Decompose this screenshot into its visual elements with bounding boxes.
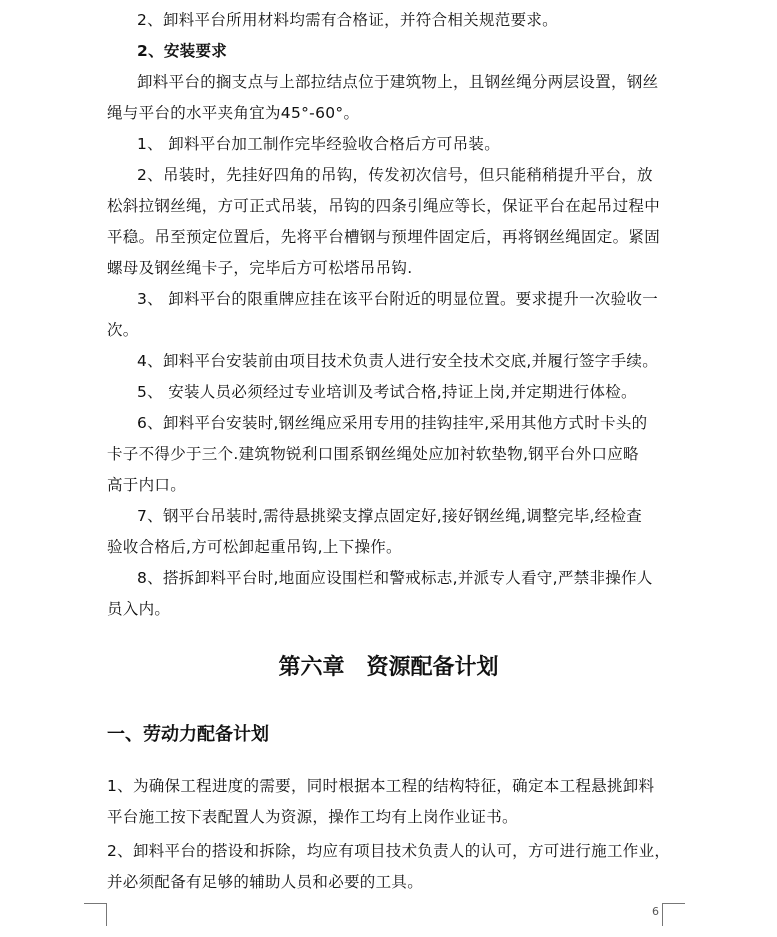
list-item: 2、卸料平台的搭设和拆除，均应有项目技术负责人的认可，方可进行施工作业， [107,842,671,860]
page-corner-mark-right [662,903,685,926]
list-item: 3、 卸料平台的限重牌应挂在该平台附近的明显位置。要求提升一次验收一 [137,290,658,308]
chapter-title: 第六章 资源配备计划 [278,654,499,680]
list-item-continuation: 平台施工按下表配置人为资源，操作工均有上岗作业证书。 [107,808,518,826]
list-item: 8、搭拆卸料平台时,地面应设围栏和警戒标志,并派专人看守,严禁非操作人 [137,569,653,587]
list-item: 6、卸料平台安装时,钢丝绳应采用专用的挂钩挂牢,采用其他方式时卡头的 [137,414,648,432]
list-item-continuation: 松斜拉钢丝绳，方可正式吊装，吊钩的四条引绳应等长，保证平台在起吊过程中 [107,197,661,215]
page-number: 6 [652,905,659,918]
list-item-continuation: 卡子不得少于三个.建筑物锐利口围系钢丝绳处应加衬软垫物,钢平台外口应略 [107,445,639,463]
list-item: 7、钢平台吊装时,需待悬挑梁支撑点固定好,接好钢丝绳,调整完毕,经检查 [137,507,643,525]
list-item: 2、吊装时，先挂好四角的吊钩，传发初次信号，但只能稍稍提升平台，放 [137,166,653,184]
list-item: 1、 卸料平台加工制作完毕经验收合格后方可吊装。 [137,135,500,153]
paragraph-line: 卸料平台的搁支点与上部拉结点位于建筑物上，且钢丝绳分两层设置，钢丝 [137,73,659,91]
list-item-continuation: 员入内。 [107,600,171,618]
list-item-continuation: 螺母及钢丝绳卡子，完毕后方可松塔吊吊钩. [107,259,413,277]
list-item-continuation: 高于内口。 [107,476,187,494]
list-item: 1、为确保工程进度的需要，同时根据本工程的结构特征，确定本工程悬挑卸料 [107,777,655,795]
section-heading: 一、劳动力配备计划 [107,724,269,745]
list-item-continuation: 验收合格后,方可松卸起重吊钩,上下操作。 [107,538,402,556]
list-item: 5、 安装人员必须经过专业培训及考试合格,持证上岗,并定期进行体检。 [137,383,637,401]
list-item: 4、卸料平台安装前由项目技术负责人进行安全技术交底,并履行签字手续。 [137,352,658,370]
list-item-continuation: 并必须配备有足够的辅助人员和必要的工具。 [107,873,424,891]
paragraph-line: 绳与平台的水平夹角宜为45°-60°。 [107,104,360,122]
page-corner-mark-left [84,903,107,926]
list-item-continuation: 次。 [107,321,139,339]
section-heading: 2、安装要求 [137,42,228,60]
list-item-continuation: 平稳。吊至预定位置后，先将平台槽钢与预埋件固定后，再将钢丝绳固定。紧固 [107,228,661,246]
paragraph-line: 2、卸料平台所用材料均需有合格证，并符合相关规范要求。 [137,11,558,29]
